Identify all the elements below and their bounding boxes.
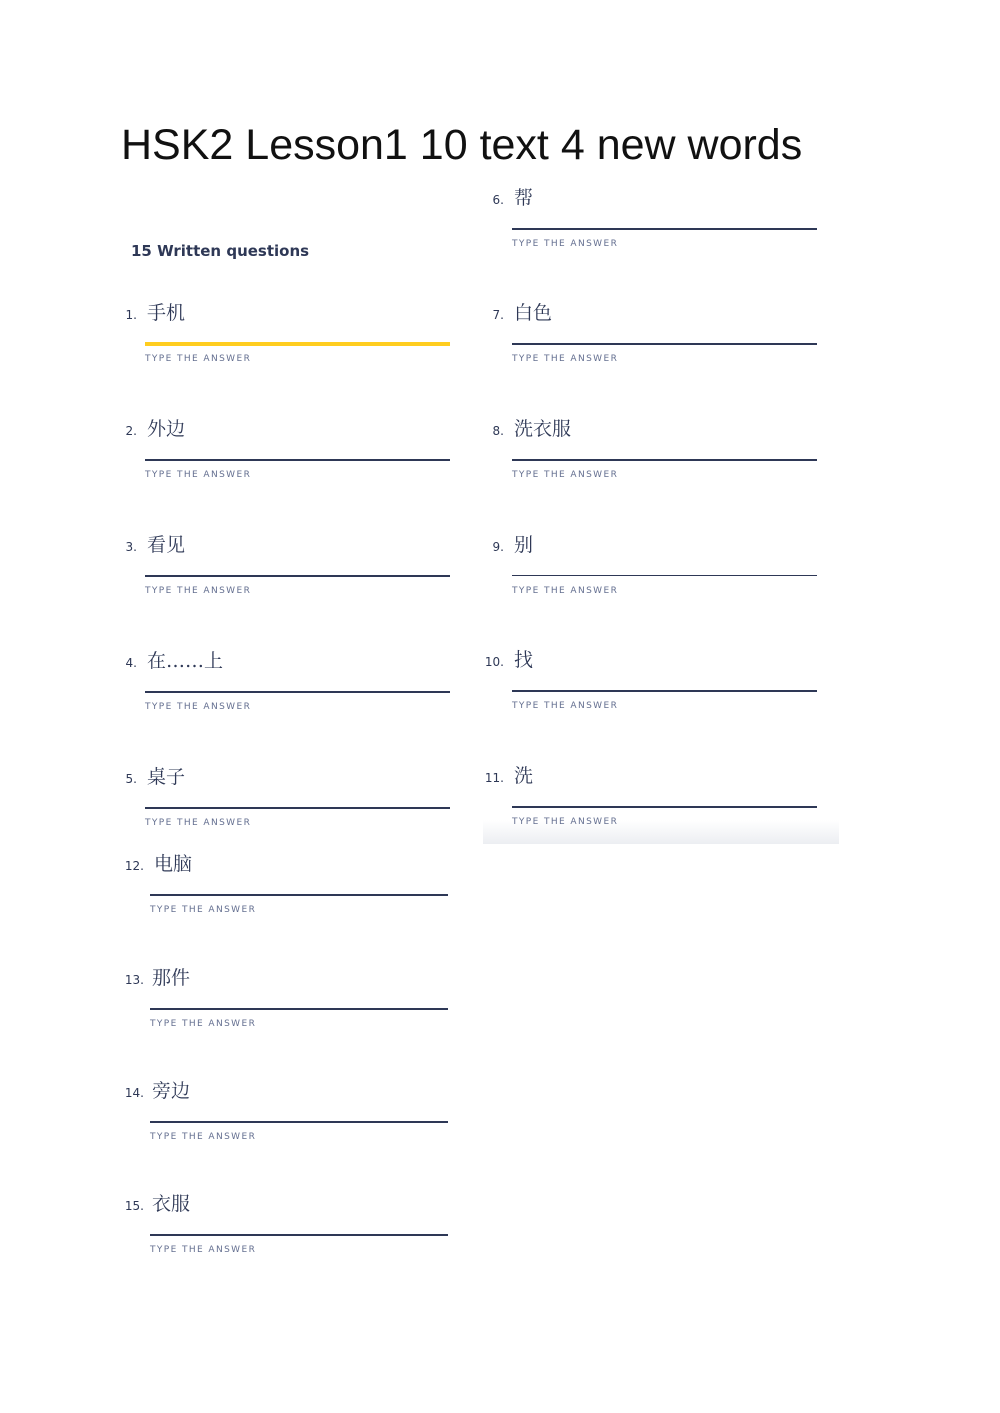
page-title: HSK2 Lesson1 10 text 4 new words — [121, 121, 803, 169]
question-term: 手机 — [147, 302, 186, 324]
question-term: 在……上 — [147, 650, 224, 672]
question-10 — [484, 645, 822, 715]
section-heading: 15 Written questions — [131, 242, 310, 260]
answer-hint: TYPE THE ANSWER — [512, 239, 619, 249]
question-term: 那件 — [152, 967, 191, 989]
question-term: 衣服 — [152, 1193, 191, 1215]
question-number: 6. — [492, 193, 504, 207]
answer-hint: TYPE THE ANSWER — [512, 354, 619, 364]
answer-input[interactable] — [145, 575, 450, 577]
answer-hint: TYPE THE ANSWER — [150, 1019, 257, 1029]
answer-input[interactable] — [512, 343, 817, 345]
question-2 — [125, 414, 455, 484]
question-term: 看见 — [147, 534, 186, 556]
answer-hint: TYPE THE ANSWER — [145, 818, 252, 828]
question-number: 7. — [492, 308, 504, 322]
answer-hint: TYPE THE ANSWER — [512, 701, 619, 711]
answer-hint: TYPE THE ANSWER — [150, 1245, 257, 1255]
question-number: 14. — [124, 1086, 144, 1100]
question-term: 外边 — [147, 418, 186, 440]
answer-hint: TYPE THE ANSWER — [512, 817, 619, 827]
answer-hint: TYPE THE ANSWER — [145, 470, 252, 480]
answer-input[interactable] — [512, 806, 817, 808]
answer-input[interactable] — [150, 894, 448, 896]
answer-input[interactable] — [145, 807, 450, 809]
question-number: 15. — [124, 1199, 144, 1213]
answer-hint: TYPE THE ANSWER — [150, 1132, 257, 1142]
answer-input[interactable] — [150, 1121, 448, 1123]
question-8 — [492, 414, 822, 484]
question-term: 旁边 — [152, 1080, 191, 1102]
question-number: 3. — [125, 540, 137, 554]
question-5 — [125, 762, 455, 832]
question-15 — [124, 1189, 460, 1259]
question-number: 8. — [492, 424, 504, 438]
answer-input[interactable] — [145, 691, 450, 693]
question-term: 找 — [514, 649, 534, 671]
question-6 — [492, 183, 822, 253]
question-term: 白色 — [514, 302, 553, 324]
question-number: 4. — [125, 656, 137, 670]
question-7 — [492, 298, 822, 368]
answer-hint: TYPE THE ANSWER — [145, 354, 252, 364]
answer-input[interactable] — [145, 342, 450, 346]
question-term: 别 — [514, 534, 534, 556]
question-4 — [125, 646, 455, 716]
answer-hint: TYPE THE ANSWER — [145, 586, 252, 596]
question-number: 13. — [124, 973, 144, 987]
answer-hint: TYPE THE ANSWER — [512, 586, 619, 596]
question-number: 9. — [492, 540, 504, 554]
answer-input[interactable] — [145, 459, 450, 461]
question-number: 5. — [125, 772, 137, 786]
answer-input[interactable] — [512, 459, 817, 461]
answer-input[interactable] — [512, 575, 817, 576]
question-number: 12. — [124, 859, 144, 873]
answer-input[interactable] — [150, 1234, 448, 1236]
question-term: 电脑 — [154, 853, 193, 875]
answer-hint: TYPE THE ANSWER — [150, 905, 257, 915]
answer-hint: TYPE THE ANSWER — [145, 702, 252, 712]
question-1 — [125, 298, 455, 368]
question-number: 1. — [125, 308, 137, 322]
question-3 — [125, 530, 455, 600]
answer-hint: TYPE THE ANSWER — [512, 470, 619, 480]
question-12 — [124, 849, 460, 919]
question-number: 11. — [484, 771, 504, 785]
question-9 — [492, 530, 822, 600]
question-14 — [124, 1076, 460, 1146]
answer-input[interactable] — [150, 1008, 448, 1010]
question-term: 洗 — [514, 765, 534, 787]
question-number: 10. — [484, 655, 504, 669]
question-term: 帮 — [514, 187, 534, 209]
answer-input[interactable] — [512, 690, 817, 692]
question-term: 洗衣服 — [514, 418, 572, 440]
question-term: 桌子 — [147, 766, 186, 788]
question-11 — [484, 761, 822, 831]
question-13 — [124, 963, 460, 1033]
answer-input[interactable] — [512, 228, 817, 230]
question-number: 2. — [125, 424, 137, 438]
